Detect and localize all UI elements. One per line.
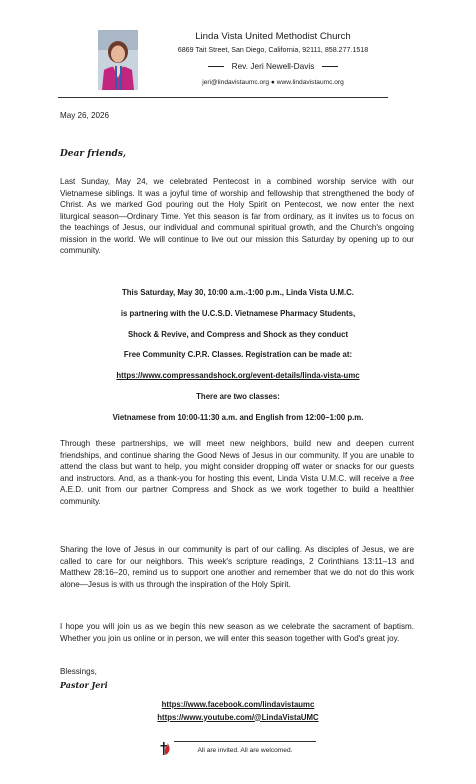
paragraph-4: I hope you will join us as we begin this new season as we celebrate the sacrament of baptism. Whether you join us online or in person, we will enter this season together with God's great joy. bbox=[60, 622, 414, 643]
cross-flame-icon bbox=[160, 740, 172, 756]
registration-link[interactable]: https://www.compressandshock.org/event-details/linda-vista-umc bbox=[116, 371, 360, 381]
announcement-line-6: Vietnamese from 10:00-11:30 a.m. and English from 12:00–1:00 p.m. bbox=[112, 412, 364, 422]
social-links bbox=[0, 699, 476, 724]
dash-left bbox=[208, 66, 224, 67]
contact-line bbox=[148, 79, 398, 86]
youtube-link[interactable]: https://www.youtube.com/@LindaVistaUMC bbox=[157, 712, 319, 722]
paragraph-2 bbox=[60, 438, 414, 507]
dash-right bbox=[322, 66, 338, 67]
footer-tagline: All are invited. All are welcomed. bbox=[197, 747, 293, 754]
closing: Blessings, bbox=[60, 667, 97, 676]
website-link[interactable]: www.lindavistaumc.org bbox=[276, 79, 344, 86]
announcement-line-1: This Saturday, May 30, 10:00 a.m.-1:00 p.m., Linda Vista U.M.C. bbox=[122, 288, 354, 297]
letterhead-rule bbox=[58, 97, 388, 98]
paragraph-2-after: A.E.D. unit from our partner Compress and Shock as we work together to build a healthier community. bbox=[60, 485, 414, 506]
salutation: Dear friends, bbox=[60, 149, 127, 159]
paragraph-2-italic: free bbox=[400, 473, 415, 483]
facebook-link[interactable]: https://www.facebook.com/lindavistaumc bbox=[161, 700, 315, 709]
paragraph-2-before: Through these partnerships, we will meet new neighbors, build new and deepen current friendships, and continue sharing the Good News of Jesus in our community. If you are unable to attend the class but want to help, you might consider dropping off water or snacks for our guests and instructors. And, as a thank-you for hosting this event, Linda Vista U.M.C. will receive a bbox=[60, 439, 414, 483]
footer-rule bbox=[174, 741, 316, 742]
email-link[interactable]: jeri@lindavistaumc.org bbox=[202, 79, 270, 86]
pastor-line bbox=[148, 61, 398, 71]
announcement-line-2: is partnering with the U.C.S.D. Vietnamese Pharmacy Students, bbox=[120, 308, 356, 318]
letter-date: May 26, 2026 bbox=[60, 111, 110, 120]
announcement-line-4: Free Community C.P.R. Classes. Registration can be made at: bbox=[123, 350, 353, 360]
church-address: 6869 Tait Street, San Diego, California, 92111, 858.277.1518 bbox=[177, 46, 369, 54]
event-announcement bbox=[40, 287, 436, 433]
announcement-line-5: There are two classes: bbox=[196, 391, 280, 401]
pastor-name: Rev. Jeri Newell-Davis bbox=[231, 61, 315, 71]
signature: Pastor Jeri bbox=[60, 680, 108, 690]
announcement-line-3: Shock & Revive, and Compress and Shock as they conduct bbox=[127, 329, 349, 339]
church-name: Linda Vista United Methodist Church bbox=[195, 31, 351, 42]
bullet-separator: ● bbox=[270, 79, 277, 86]
paragraph-3: Sharing the love of Jesus in our community is part of our calling. As disciples of Jesus, we are called to care for our neighbors. This week's scripture readings, 2 Corinthians 13:11–13 and Matthew 28:16–20, remind us to support one another and remember that we do not do this work alone—Jesus is with us through the inspiration of the Holy Spirit. bbox=[60, 545, 414, 589]
paragraph-1: Last Sunday, May 24, we celebrated Pentecost in a combined worship service with our Vietnamese siblings. It was a joyful time of worship and fellowship that strengthened the body of Christ. As we marked God pouring out the Holy Spirit on Pentecost, we now enter the next liturgical season—Ordinary Time. Yet this season is far from ordinary, as it invites us to focus on the teachings of Jesus, our individual and communal spiritual growth, and the Church's ongoing mission in the world. We will continue to live out our mission this Saturday by opening up to our community. bbox=[60, 177, 414, 255]
